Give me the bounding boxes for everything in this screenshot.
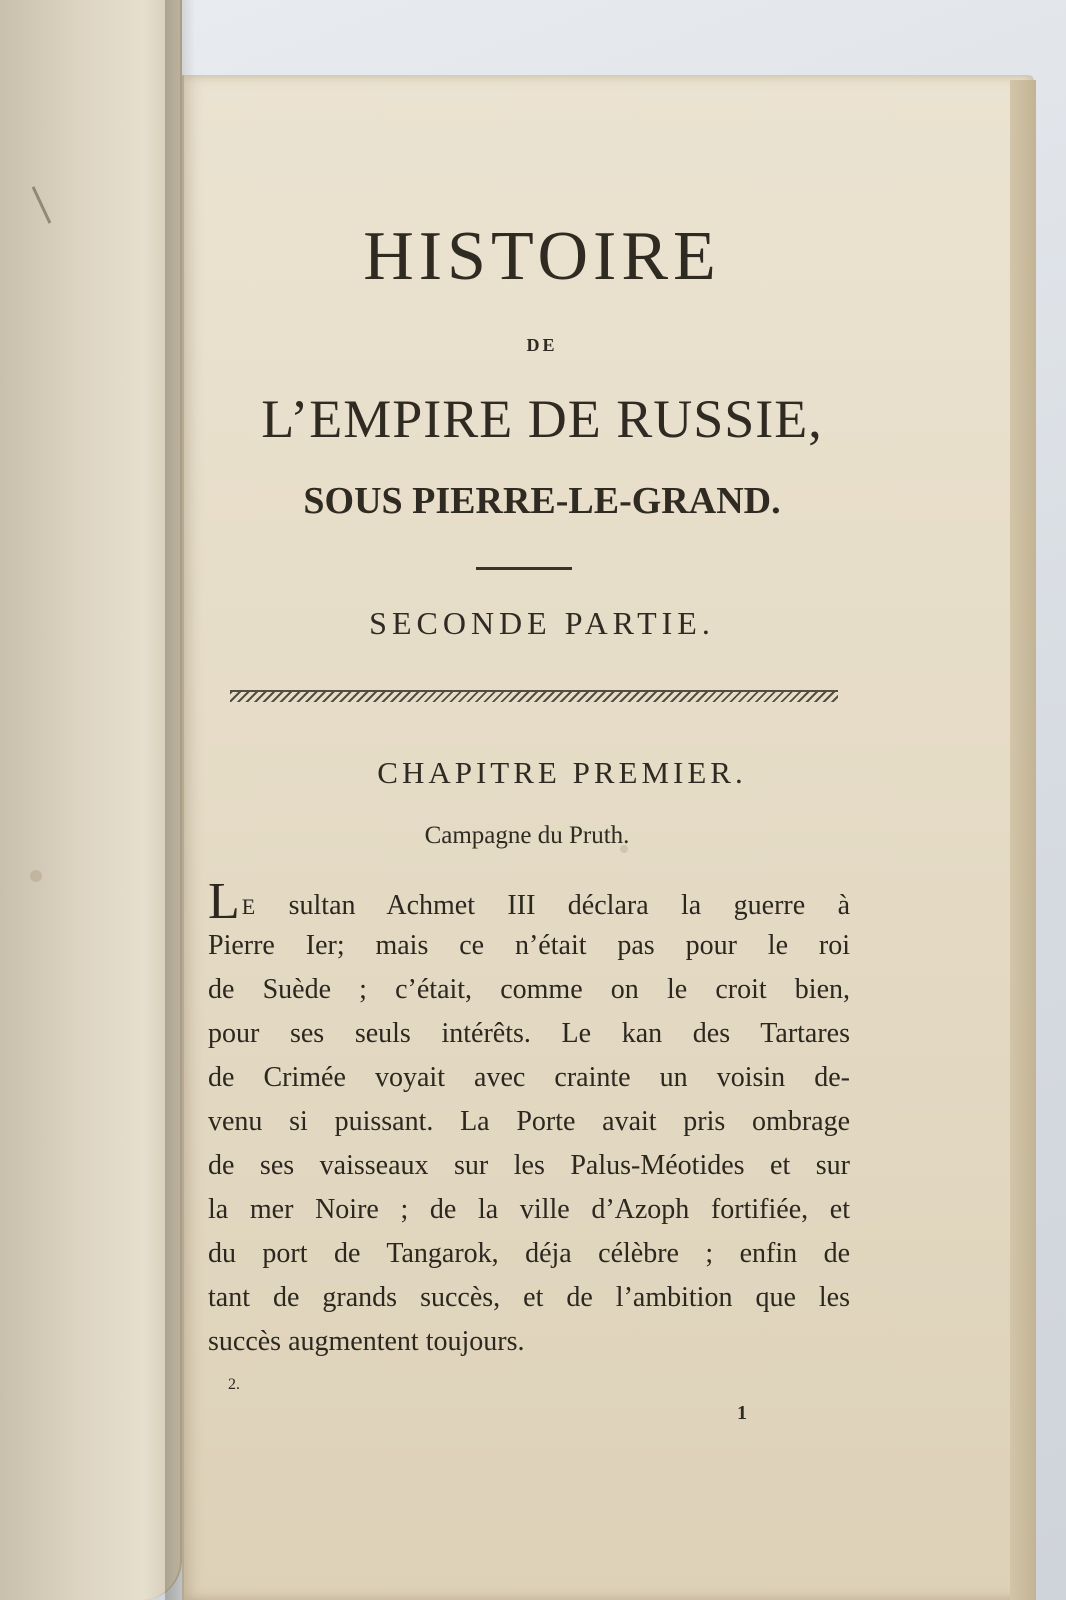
chapter-paragraph: [208, 873, 850, 1364]
chapter-subtitle: Campagne du Pruth.: [424, 822, 630, 849]
signature-mark: 2.: [228, 1376, 240, 1393]
drop-cap-rest: E: [241, 894, 257, 919]
paragraph-line: pour ses seuls intérêts. Le kan des Tartares: [208, 1018, 850, 1049]
book-title: HISTOIRE: [363, 218, 721, 295]
foxing-spot: [30, 870, 42, 882]
title-connector: DE: [526, 335, 558, 355]
paragraph-line-text: sultan Achmet III déclara la guerre à: [256, 890, 850, 921]
paragraph-line: de ses vaisseaux sur les Palus-Méotides et sur: [208, 1150, 850, 1181]
book-title-reign: SOUS PIERRE-LE-GRAND.: [303, 480, 781, 522]
paragraph-line: de Crimée voyait avec crainte un voisin de-: [208, 1062, 850, 1093]
ornamental-rule: [230, 690, 838, 702]
book-title-subject: L’EMPIRE DE RUSSIE,: [261, 389, 823, 449]
paragraph-line: tant de grands succès, et de l’ambition que les: [208, 1282, 850, 1313]
paragraph-line: de Suède ; c’était, comme on le croit bien,: [208, 974, 850, 1005]
paragraph-line: du port de Tangarok, déja célèbre ; enfin de: [208, 1238, 850, 1269]
chapter-heading: CHAPITRE PREMIER.: [377, 755, 747, 790]
part-heading: SECONDE PARTIE.: [369, 605, 715, 641]
paragraph-line: venu si puissant. La Porte avait pris ombrage: [208, 1106, 850, 1137]
title-divider: [476, 567, 572, 570]
drop-cap: L: [208, 873, 240, 930]
page-edges: [1010, 80, 1036, 1600]
paragraph-line: Pierre Ier; mais ce n’était pas pour le roi: [208, 930, 850, 961]
paragraph-line: [208, 873, 850, 930]
signature-mark: 1: [737, 1402, 747, 1424]
paragraph-line: succès augmentent toujours.: [208, 1326, 525, 1357]
left-page: [0, 0, 182, 1600]
page-mark: [32, 186, 52, 224]
paragraph-line: la mer Noire ; de la ville d’Azoph fortifiée, et: [208, 1194, 850, 1225]
